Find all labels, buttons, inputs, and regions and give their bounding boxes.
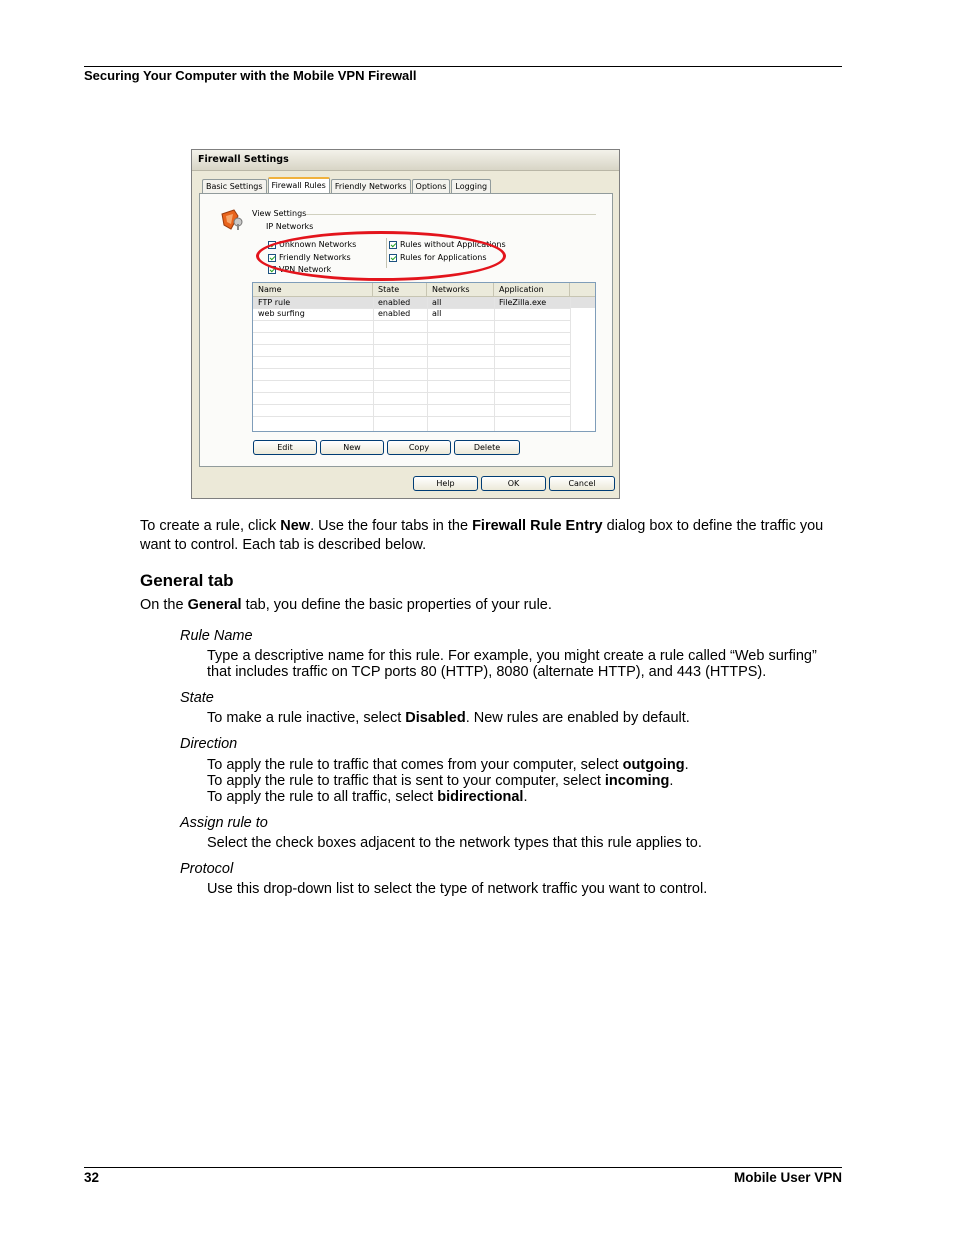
view-settings-divider [306, 214, 596, 215]
firewall-settings-dialog [191, 149, 620, 499]
ok-button[interactable]: OK [481, 476, 546, 491]
intro-paragraph: To create a rule, click New. Use the four tabs in the Firewall Rule Entry dialog box to define the traffic you want to control. Each tab is described below. [140, 518, 824, 553]
ip-networks-label: IP Networks [266, 222, 314, 231]
tab-logging[interactable]: Logging [451, 179, 491, 193]
footer-product-name: Mobile User VPN [733, 1170, 842, 1185]
tab-strip [202, 179, 492, 194]
term-direction: Direction [180, 736, 238, 752]
direction-line-incoming: To apply the rule to traffic that is sent to your computer, select incoming. [207, 773, 674, 789]
table-row[interactable]: web surfing enabled all [258, 309, 442, 318]
checkbox-vpn-network[interactable]: VPN Network [268, 265, 331, 274]
direction-line-bidirectional: To apply the rule to all traffic, select bidirectional. [207, 789, 528, 805]
rules-list-header [253, 283, 595, 297]
definition-direction [207, 757, 837, 805]
term-rule-name: Rule Name [180, 628, 253, 644]
dialog-title: Firewall Settings [192, 150, 619, 171]
edit-button[interactable]: Edit [253, 440, 317, 455]
page-number: 32 [84, 1170, 100, 1185]
section-heading-general-tab: General tab [140, 571, 234, 590]
cancel-button[interactable]: Cancel [549, 476, 615, 491]
column-header-state[interactable]: State [373, 283, 427, 296]
running-header: Securing Your Computer with the Mobile VPN Firewall [84, 66, 842, 83]
checkbox-unknown-networks[interactable]: Unknown Networks [268, 240, 356, 249]
table-row[interactable]: FTP rule enabled all FileZilla.exe [253, 297, 595, 308]
column-header-application[interactable]: Application [494, 283, 570, 296]
definition-assign-rule-to: Select the check boxes adjacent to the network types that this rule applies to. [207, 835, 702, 851]
view-settings-label: View Settings [252, 209, 307, 218]
term-assign-rule-to: Assign rule to [180, 815, 268, 831]
tab-basic-settings[interactable]: Basic Settings [202, 179, 267, 193]
general-paragraph: On the General tab, you define the basic properties of your rule. [140, 597, 552, 613]
tab-friendly-networks[interactable]: Friendly Networks [331, 179, 411, 193]
tab-firewall-rules[interactable]: Firewall Rules [268, 177, 330, 194]
running-footer [84, 1167, 842, 1185]
checkbox-rules-without-applications[interactable]: Rules without Applications [389, 240, 506, 249]
tab-options[interactable]: Options [412, 179, 451, 193]
highlight-oval [256, 231, 506, 281]
direction-line-outgoing: To apply the rule to traffic that comes from your computer, select outgoing. [207, 757, 689, 773]
term-state: State [180, 690, 214, 706]
checkbox-friendly-networks[interactable]: Friendly Networks [268, 253, 351, 262]
definition-rule-name: Type a descriptive name for this rule. For example, you might create a rule called “Web surfing” that includes traffic on TCP ports 80 (HTTP), 8080 (alternate HTTP), and 443 (HTTPS). [207, 648, 817, 680]
new-button[interactable]: New [320, 440, 384, 455]
definition-protocol: Use this drop-down list to select the type of network traffic you want to control. [207, 881, 708, 897]
firewall-shield-icon [219, 207, 245, 233]
rules-list[interactable] [252, 282, 596, 432]
help-button[interactable]: Help [413, 476, 478, 491]
firewall-rules-panel [199, 193, 613, 467]
column-header-name[interactable]: Name [253, 283, 373, 296]
term-protocol: Protocol [180, 861, 234, 877]
definition-state: To make a rule inactive, select Disabled. New rules are enabled by default. [207, 710, 690, 726]
delete-button[interactable]: Delete [454, 440, 520, 455]
copy-button[interactable]: Copy [387, 440, 451, 455]
checkbox-rules-for-applications[interactable]: Rules for Applications [389, 253, 487, 262]
column-header-networks[interactable]: Networks [427, 283, 494, 296]
